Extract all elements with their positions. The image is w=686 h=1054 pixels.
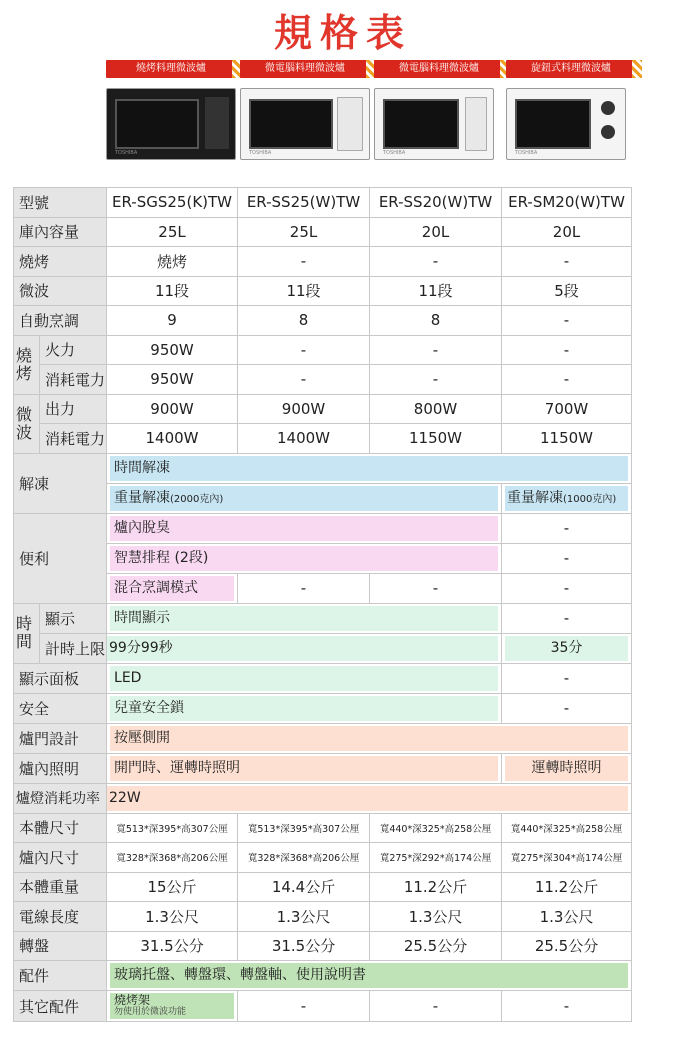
product-badge: 燒烤料理微波爐: [106, 60, 236, 78]
cell: 11段: [238, 276, 370, 306]
page-title: 規格表: [273, 10, 412, 55]
row-label: 電線長度: [14, 902, 107, 932]
table-row: [14, 603, 632, 633]
cell: 11.2公斤: [502, 872, 632, 902]
microwave-image: TOSHIBA: [506, 88, 626, 160]
model-cell: ER-SS20(W)TW: [370, 188, 502, 218]
cell: 900W: [238, 394, 370, 424]
cell: 11段: [107, 276, 238, 306]
cell: 5段: [502, 276, 632, 306]
table-row: [14, 276, 632, 306]
table-row: [14, 633, 632, 663]
table-row: [14, 663, 632, 693]
cell: -: [370, 991, 502, 1022]
cell: [107, 723, 632, 753]
cell: 31.5公分: [238, 931, 370, 961]
group-label: 燒烤: [14, 335, 40, 394]
row-label: 安全: [14, 693, 107, 723]
feature-bar: 35分: [505, 636, 628, 661]
table-row: [14, 813, 632, 843]
cell: 1400W: [107, 424, 238, 454]
table-row: [14, 217, 632, 247]
table-row: [14, 306, 632, 336]
cell: -: [502, 365, 632, 395]
feature-bar: 混合烹調模式: [110, 576, 234, 601]
cell: [502, 633, 632, 663]
row-label: 消耗電力: [40, 424, 107, 454]
spec-table: [13, 187, 632, 1022]
product-badge: 旋鈕式料理微波爐: [506, 60, 636, 78]
cell: 8: [238, 306, 370, 336]
table-row: [14, 931, 632, 961]
table-row: [14, 961, 632, 991]
cell: -: [502, 693, 632, 723]
cell: 1.3公尺: [238, 902, 370, 932]
microwave-image: TOSHIBA: [106, 88, 236, 160]
cell: 950W: [107, 335, 238, 365]
feature-bar: 運轉時照明: [505, 756, 628, 781]
table-row: [14, 902, 632, 932]
cell: 1.3公尺: [107, 902, 238, 932]
row-label: 爐燈消耗功率: [14, 783, 107, 813]
table-row: [14, 453, 632, 483]
microwave-image: TOSHIBA: [374, 88, 494, 160]
cell: 15公斤: [107, 872, 238, 902]
cell: [107, 603, 502, 633]
cell: -: [238, 365, 370, 395]
cell: -: [370, 365, 502, 395]
cell: -: [502, 513, 632, 543]
cell: 寬440*深325*高258公厘: [502, 813, 632, 843]
table-row: [14, 188, 632, 218]
cell: 900W: [107, 394, 238, 424]
row-label: 爐內照明: [14, 753, 107, 783]
cell: 1150W: [502, 424, 632, 454]
group-label: 時間: [14, 603, 40, 663]
cell: [107, 633, 502, 663]
row-label: 爐門設計: [14, 723, 107, 753]
row-label: 庫內容量: [14, 217, 107, 247]
cell: 950W: [107, 365, 238, 395]
cell: -: [502, 991, 632, 1022]
cell: 11.2公斤: [370, 872, 502, 902]
table-row: [14, 543, 632, 573]
row-label: 配件: [14, 961, 107, 991]
row-label: 消耗電力: [40, 365, 107, 395]
cell: -: [238, 335, 370, 365]
table-row: [14, 335, 632, 365]
row-label: 微波: [14, 276, 107, 306]
model-cell: ER-SM20(W)TW: [502, 188, 632, 218]
cell: [502, 753, 632, 783]
cell: [502, 483, 632, 513]
table-row: [14, 723, 632, 753]
cell: [107, 453, 632, 483]
cell: 寬440*深325*高258公厘: [370, 813, 502, 843]
row-label: 便利: [14, 513, 107, 603]
cell: -: [370, 573, 502, 603]
cell: [107, 753, 502, 783]
feature-bar: 99分99秒: [107, 636, 498, 661]
cell: [107, 663, 502, 693]
cell: [107, 573, 238, 603]
feature-bar: 重量解凍(1000克內): [505, 486, 628, 511]
row-label: 出力: [40, 394, 107, 424]
cell: [107, 783, 632, 813]
feature-bar: 開門時、運轉時照明: [110, 756, 498, 781]
feature-bar: 時間顯示: [110, 606, 498, 631]
cell: 25.5公分: [502, 931, 632, 961]
feature-bar: 重量解凍(2000克內): [110, 486, 498, 511]
cell: 寬275*深292*高174公厘: [370, 843, 502, 873]
product-1: [106, 60, 236, 172]
product-4: [506, 60, 636, 172]
table-row: [14, 513, 632, 543]
table-row: [14, 991, 632, 1022]
table-row: [14, 394, 632, 424]
model-cell: ER-SS25(W)TW: [238, 188, 370, 218]
cell: 14.4公斤: [238, 872, 370, 902]
cell: [107, 693, 502, 723]
model-cell: ER-SGS25(K)TW: [107, 188, 238, 218]
row-label: 本體重量: [14, 872, 107, 902]
cell: -: [502, 603, 632, 633]
table-row: [14, 783, 632, 813]
row-label: 轉盤: [14, 931, 107, 961]
cell: 1150W: [370, 424, 502, 454]
cell: 20L: [370, 217, 502, 247]
feature-bar: 時間解凍: [110, 456, 628, 481]
row-label: 顯示: [40, 603, 107, 633]
feature-bar: 智慧排程 (2段): [110, 546, 498, 571]
table-row: [14, 365, 632, 395]
cell: [107, 513, 502, 543]
cell: -: [238, 573, 370, 603]
cell: -: [502, 573, 632, 603]
row-label: 爐內尺寸: [14, 843, 107, 873]
row-label: 本體尺寸: [14, 813, 107, 843]
cell: [107, 543, 502, 573]
row-label: 燒烤: [14, 247, 107, 277]
table-row: [14, 753, 632, 783]
feature-bar: 按壓側開: [110, 726, 628, 751]
product-3: [374, 60, 504, 172]
table-row: [14, 693, 632, 723]
cell: -: [238, 247, 370, 277]
product-2: [240, 60, 370, 172]
cell: 寬328*深368*高206公厘: [238, 843, 370, 873]
cell: -: [370, 247, 502, 277]
table-row: [14, 483, 632, 513]
cell: [107, 483, 502, 513]
feature-bar: 兒童安全鎖: [110, 696, 498, 721]
table-row: [14, 872, 632, 902]
table-row: [14, 573, 632, 603]
cell: 燒烤: [107, 247, 238, 277]
cell: [107, 991, 238, 1022]
row-label: 型號: [14, 188, 107, 218]
cell: -: [502, 543, 632, 573]
cell: [107, 961, 632, 991]
row-label: 火力: [40, 335, 107, 365]
feature-bar: LED: [110, 666, 498, 691]
cell: 寬328*深368*高206公厘: [107, 843, 238, 873]
feature-bar: 爐內脫臭: [110, 516, 498, 541]
cell: -: [502, 663, 632, 693]
cell: 1.3公尺: [370, 902, 502, 932]
cell: 1400W: [238, 424, 370, 454]
table-row: [14, 247, 632, 277]
cell: 25L: [107, 217, 238, 247]
table-row: [14, 424, 632, 454]
row-label: 自動烹調: [14, 306, 107, 336]
cell: -: [370, 335, 502, 365]
cell: 25L: [238, 217, 370, 247]
cell: 9: [107, 306, 238, 336]
cell: 800W: [370, 394, 502, 424]
cell: 寬513*深395*高307公厘: [238, 813, 370, 843]
cell: -: [238, 991, 370, 1022]
cell: -: [502, 335, 632, 365]
row-label: 其它配件: [14, 991, 107, 1022]
row-label: 解凍: [14, 453, 107, 513]
product-badge: 微電腦料理微波爐: [374, 60, 504, 78]
product-badge: 微電腦料理微波爐: [240, 60, 370, 78]
group-label: 微波: [14, 394, 40, 453]
table-row: [14, 843, 632, 873]
cell: 700W: [502, 394, 632, 424]
cell: 20L: [502, 217, 632, 247]
cell: -: [502, 306, 632, 336]
feature-bar: 22W: [107, 786, 628, 811]
feature-bar: 燒烤架 勿使用於微波功能: [110, 993, 234, 1019]
cell: 25.5公分: [370, 931, 502, 961]
cell: 31.5公分: [107, 931, 238, 961]
microwave-image: TOSHIBA: [240, 88, 370, 160]
cell: 寬275*深304*高174公厘: [502, 843, 632, 873]
cell: 寬513*深395*高307公厘: [107, 813, 238, 843]
cell: -: [502, 247, 632, 277]
cell: 1.3公尺: [502, 902, 632, 932]
row-label: 計時上限: [40, 633, 107, 663]
cell: 8: [370, 306, 502, 336]
cell: 11段: [370, 276, 502, 306]
row-label: 顯示面板: [14, 663, 107, 693]
feature-bar: 玻璃托盤、轉盤環、轉盤軸、使用說明書: [110, 963, 628, 988]
